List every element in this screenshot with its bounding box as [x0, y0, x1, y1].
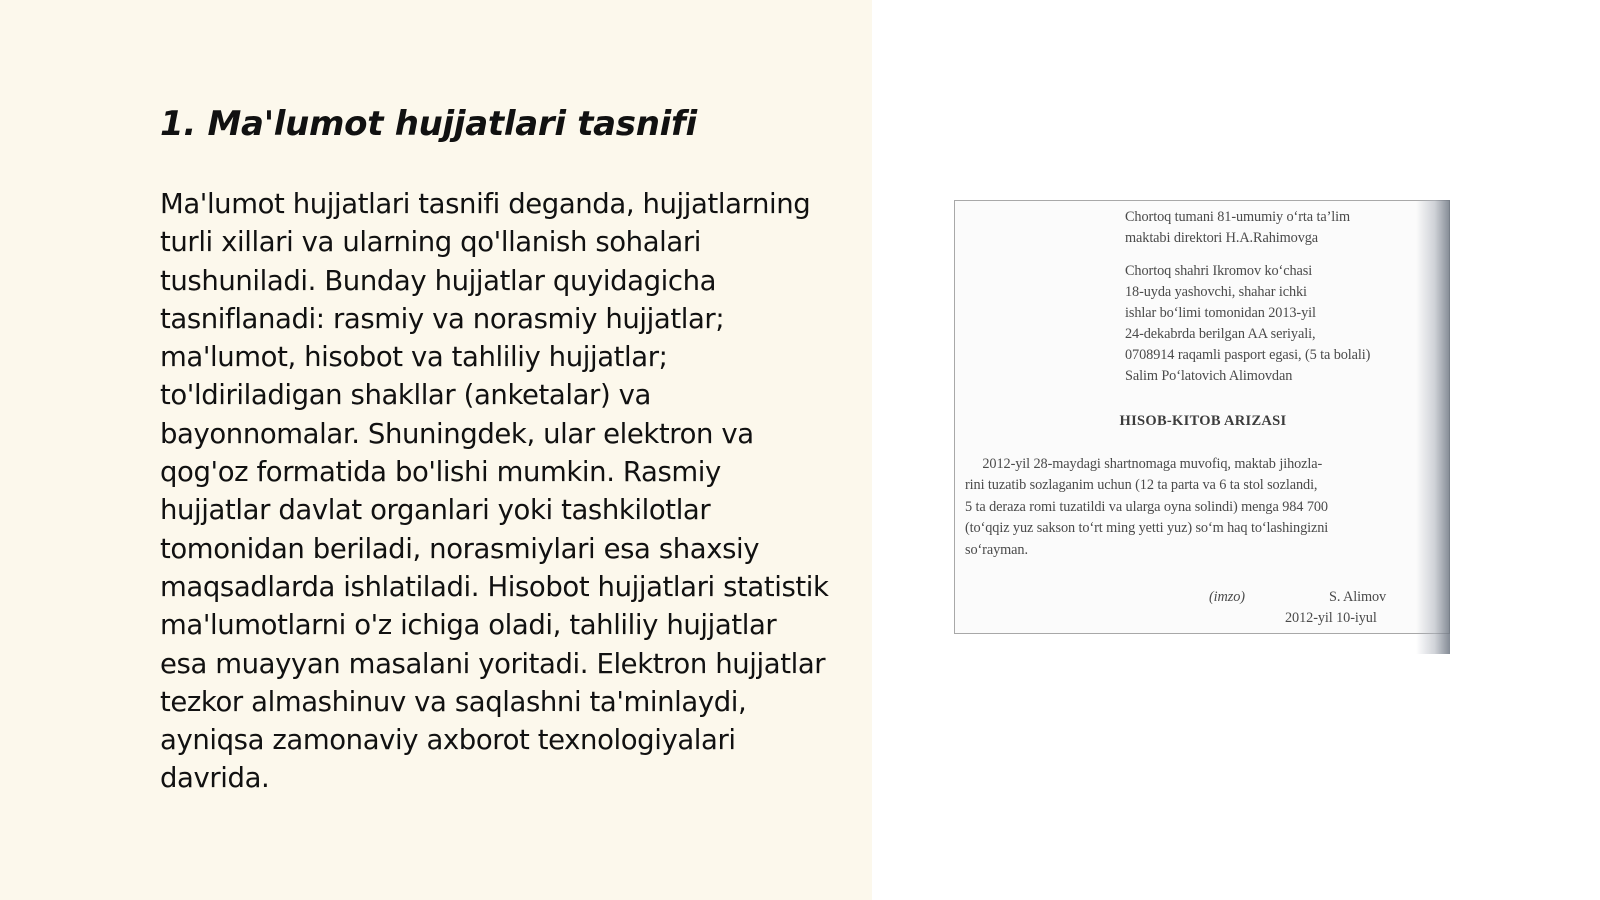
- document-body-line: 5 ta deraza romi tuzatildi va ularga oyna solindi) menga 984 700: [965, 499, 1328, 515]
- recipient-line: Chortoq tumani 81-umumiy o‘rta ta’lim: [1125, 209, 1351, 225]
- sender-line: Salim Po‘latovich Alimovdan: [1125, 368, 1293, 384]
- signature-name: S. Alimov: [1329, 589, 1387, 605]
- sender-line: ishlar bo‘limi tomonidan 2013-yil: [1125, 305, 1316, 321]
- slide-body-text: Ma'lumot hujjatlari tasnifi deganda, hujjatlarning turli xillari va ularning qo'llanish sohalari tushuniladi. Bunday hujjatlar quyidagicha tasniflanadi: rasmiy va norasmiy hujjatlar; ma'lumot, hisobot va tahliliy hujjatlar; to'ldiriladigan shakllar (anketalar) va bayonnomalar. Shuningdek, ular elektron va qog'oz formatida bo'lishi mumkin. Rasmiy hujjatlar davlat organlari yoki tashkilotlar tomonidan beriladi, norasmiylari esa shaxsiy maqsadlarda ishlatiladi. Hisobot hujjatlari statistik ma'lumotlarni o'z ichiga oladi, tahliliy hujjatlar esa muayyan masalani yoritadi. Elektron hujjatlar tezkor almashinuv va saqlashni ta'minlaydi, ayniqsa zamonaviy axborot texnologiyalari davrida.: [160, 188, 829, 795]
- document-heading: HISOB-KITOB ARIZASI: [1119, 413, 1287, 429]
- scanned-document-image: [954, 200, 1450, 654]
- sender-line: 18-uyda yashovchi, shahar ichki: [1125, 284, 1307, 300]
- sender-line: 0708914 raqamli pasport egasi, (5 ta bolali): [1125, 347, 1371, 363]
- slide-title: 1. Ma'lumot hujjatlari tasnifi: [160, 104, 697, 144]
- document-body-line: so‘rayman.: [965, 542, 1028, 558]
- signature-date: 2012-yil 10-iyul: [1285, 610, 1377, 626]
- sender-line: 24-dekabrda berilgan AA seriyali,: [1125, 326, 1316, 342]
- document-body-line: rini tuzatib sozlaganim uchun (12 ta parta va 6 ta stol sozlandi,: [965, 477, 1318, 493]
- scanned-page: [954, 200, 1450, 634]
- page-curl-shadow: [1416, 200, 1450, 654]
- signature-label: (imzo): [1209, 589, 1245, 605]
- sender-line: Chortoq shahri Ikromov ko‘chasi: [1125, 263, 1313, 279]
- document-body-line: (to‘qqiz yuz sakson to‘rt ming yetti yuz) so‘m haq to‘lashingizni: [965, 520, 1329, 536]
- document-body-line: 2012-yil 28-maydagi shartnomaga muvofiq, maktab jihozla-: [965, 456, 1323, 472]
- recipient-line: maktabi direktori H.A.Rahimovga: [1125, 230, 1319, 246]
